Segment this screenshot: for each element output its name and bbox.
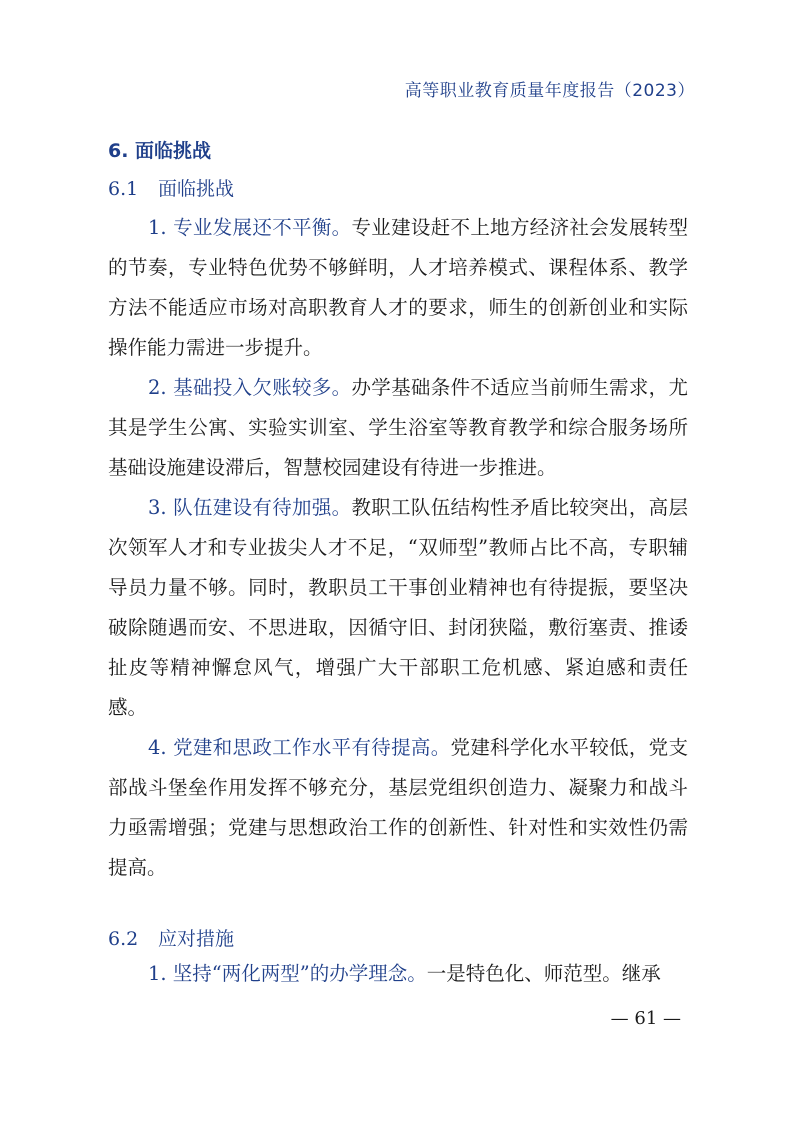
paragraph-lead: 4. 党建和思政工作水平有待提高。	[148, 736, 451, 759]
paragraph-4	[108, 728, 688, 888]
paragraph-lead: 3. 队伍建设有待加强。	[148, 496, 352, 519]
subsection-number: 6.1	[108, 178, 139, 200]
running-header: 高等职业教育质量年度报告（2023）	[404, 81, 695, 101]
subsection-number: 6.2	[108, 928, 139, 950]
subsection-title-6-1	[108, 174, 234, 201]
subsection-heading: 面临挑战	[158, 178, 235, 200]
subsection-body-6-2	[108, 954, 688, 994]
paragraph-lead: 1. 坚持“两化两型”的办学理念。	[148, 962, 427, 985]
paragraph-text: 一是特色化、师范型。继承	[426, 962, 661, 985]
paragraph-text: 专业建设赶不上地方经济社会发展转型的节奏，专业特色优势不够鲜明，人才培养模式、课程体系、教学方法不能适应市场对高职教育人才的要求，师生的创新创业和实际操作能力需进一步提升。	[108, 216, 688, 359]
paragraph-5	[108, 954, 688, 994]
subsection-body-6-1	[108, 208, 688, 888]
subsection-title-6-2	[108, 924, 234, 951]
paragraph-text: 教职工队伍结构性矛盾比较突出，高层次领军人才和专业拔尖人才不足，“双师型”教师占比不高，专职辅导员力量不够。同时，教职员工干事创业精神也有待提振，要坚决破除随遇而安、不思进取，因循守旧、封闭狭隘，敷衍塞责、推诿扯皮等精神懈怠风气，增强广大干部职工危机感、紧迫感和责任感。	[108, 496, 688, 719]
paragraph-3	[108, 488, 688, 728]
page-number: — 61 —	[610, 1008, 681, 1029]
paragraph-lead: 1. 专业发展还不平衡。	[148, 216, 352, 239]
paragraph-text: 办学基础条件不适应当前师生需求，尤其是学生公寓、实验实训室、学生浴室等教育教学和综合服务场所基础设施建设滞后，智慧校园建设有待进一步推进。	[108, 376, 688, 479]
paragraph-lead: 2. 基础投入欠账较多。	[148, 376, 352, 399]
paragraph-1	[108, 208, 688, 368]
paragraph-text: 党建科学化水平较低，党支部战斗堡垒作用发挥不够充分，基层党组织创造力、凝聚力和战斗力亟需增强；党建与思想政治工作的创新性、针对性和实效性仍需提高。	[108, 736, 688, 879]
paragraph-2	[108, 368, 688, 488]
subsection-heading: 应对措施	[158, 928, 235, 950]
section-title: 6. 面临挑战	[108, 140, 212, 162]
